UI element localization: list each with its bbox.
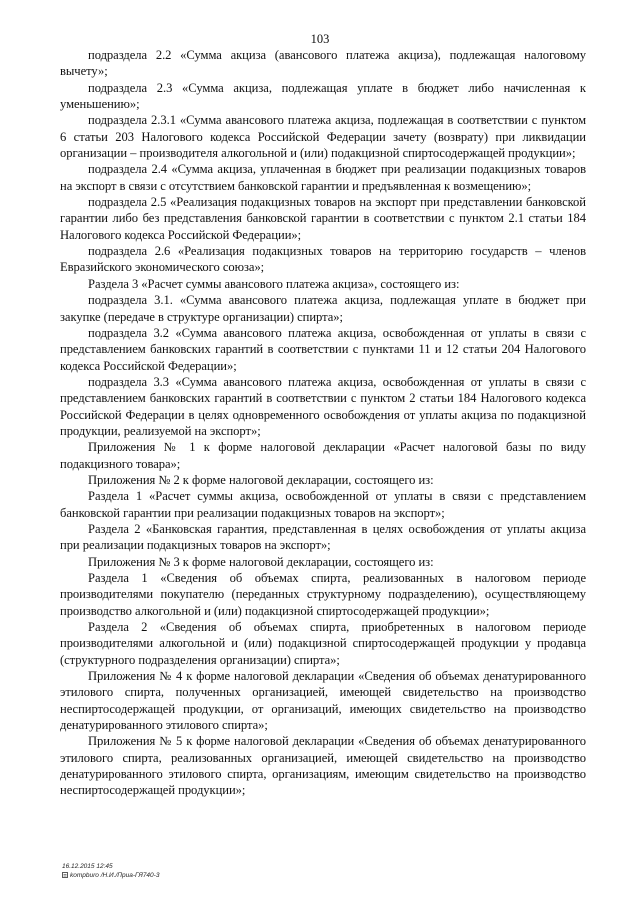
paragraph: Приложения № 3 к форме налоговой декларации, состоящего из:: [88, 554, 434, 569]
paragraph: Приложения № 1 к форме налоговой декларации «Расчет налоговой базы по виду подакцизного товара»;: [60, 440, 586, 471]
paragraph: подраздела 2.5 «Реализация подакцизных товаров на экспорт при представлении банковской гарантии либо без представления банковской гарантии в соответствии с пунктом 2.1 статьи 184 Налогового кодекса Российской Федерации»;: [60, 195, 586, 242]
paragraph: Раздела 2 «Банковская гарантия, представленная в целях освобождения от уплаты акциза при реализации подакцизных товаров на экспорт»;: [60, 521, 586, 553]
paragraph: подраздела 3.1. «Сумма авансового платежа акциза, подлежащая уплате в бюджет при закупке (передаче в структуре организации) спирта»;: [60, 293, 586, 324]
footer-path: kompburo /Н.И./Приа-ГЯ740-3: [70, 872, 160, 879]
paragraph: подраздела 2.6 «Реализация подакцизных товаров на территорию государств – членов Евразийского экономического союза»;: [60, 244, 586, 275]
paragraph: подраздела 3.2 «Сумма авансового платежа акциза, освобожденная от уплаты в связи с представлением банковских гарантий в соответствии с пунктами 11 и 12 статьи 204 Налогового кодекса Российской Федерации»;: [60, 325, 586, 373]
paragraph: Раздела 3 «Расчет суммы авансового платежа акциза», состоящего из:: [88, 276, 460, 291]
file-icon: [62, 872, 68, 878]
footer-path-line: [62, 871, 159, 880]
footer: [62, 862, 159, 880]
paragraph: Раздела 1 «Сведения об объемах спирта, реализованных в налоговом периоде производителями покупателю (переданных структурному подразделению), осуществляющему производство алкогольной и (или) подакцизной спиртосодержащей продукции»;: [60, 571, 586, 618]
paragraph: Раздела 2 «Сведения об объемах спирта, приобретенных в налоговом периоде производителями алкогольной и (или) подакцизной спиртосодержащей продукции у продавца (структурного подразделения организации) спирта»;: [60, 620, 586, 667]
paragraph: подраздела 2.3 «Сумма акциза, подлежащая уплате в бюджет либо начисленная к уменьшению»;: [60, 80, 586, 112]
paragraph: Приложения № 4 к форме налоговой декларации «Сведения об объемах денатурированного этилового спирта, полученных организацией, имеющей свидетельство на производство неспиртосодержащей продукции, от организаций, имеющих свидетельство на производство денатурированного этилового спирта»;: [60, 669, 586, 733]
footer-date: 16.12.2015 12:45: [62, 863, 113, 870]
paragraph: подраздела 2.3.1 «Сумма авансового платежа акциза, подлежащая в соответствии с пунктом 6 статьи 203 Налогового кодекса Российской Федерации зачету (возврату) при ликвидации организации – производителя алкогольной и (или) подакцизной спиртосодержащей продукции»;: [60, 113, 586, 161]
paragraph: подраздела 3.3 «Сумма авансового платежа акциза, освобожденная от уплаты в связи с представлением банковских гарантий в соответствии с пунктом 2 статьи 184 Налогового кодекса Российской Федерации в целях одновременного освобождения от уплаты акциза по подакцизной продукции, реализуемой на экспорт»;: [60, 374, 586, 438]
paragraph: Раздела 1 «Расчет суммы акциза, освобожденной от уплаты в связи с представлением банковской гарантии при реализации подакцизных товаров на экспорт»;: [60, 489, 586, 520]
page-number: 103: [310, 32, 330, 46]
paragraph: подраздела 2.2 «Сумма акциза (авансового платежа акциза), подлежащая налоговому вычету»;: [60, 48, 586, 79]
paragraph: Приложения № 2 к форме налоговой декларации, состоящего из:: [88, 472, 434, 487]
document-body: [60, 47, 586, 799]
paragraph: подраздела 2.4 «Сумма акциза, уплаченная в бюджет при реализации подакцизных товаров на экспорт в связи с отсутствием банковской гарантии и предъявленная к возмещению»;: [60, 162, 586, 193]
paragraph: Приложения № 5 к форме налоговой декларации «Сведения об объемах денатурированного этилового спирта, реализованных организацией, имеющей свидетельство на производство денатурированного этилового спирта, организациям, имеющим свидетельство на производство неспиртосодержащей продукции»;: [60, 734, 586, 798]
